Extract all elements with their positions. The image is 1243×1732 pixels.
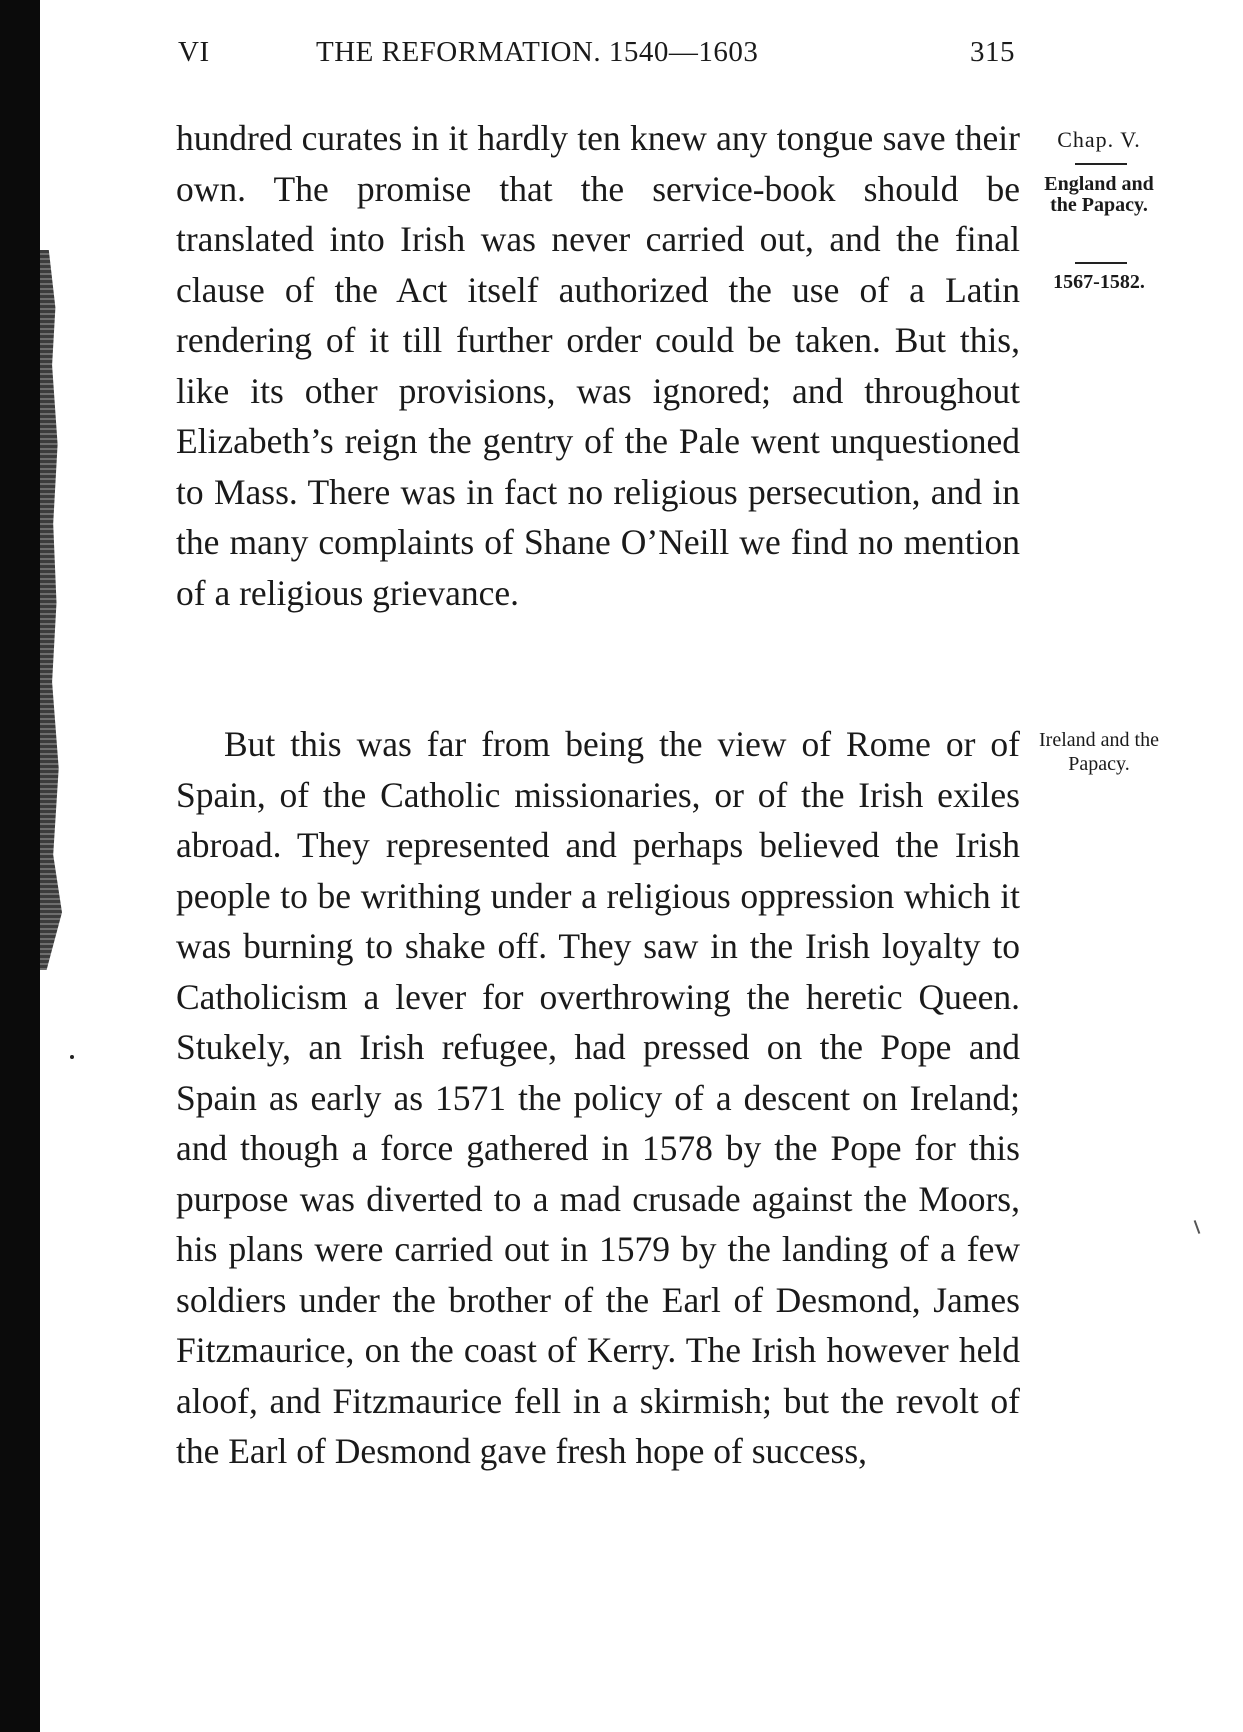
page-number: 315 <box>970 36 1015 68</box>
scan-speck <box>70 1055 74 1059</box>
margin-chapter-label: Chap. V. <box>1057 127 1141 152</box>
page-header <box>178 36 1018 76</box>
running-title: THE REFORMATION. 1540—1603 <box>316 36 759 68</box>
scan-gutter-shadow <box>0 0 40 1732</box>
scan-stray-mark <box>1194 1220 1201 1234</box>
margin-section-ireland: Ireland and the Papacy. <box>1039 729 1159 775</box>
margin-dates: 1567-1582. <box>1053 271 1145 293</box>
margin-divider <box>1075 262 1127 264</box>
body-paragraph-2: But this was far from being the view of Rome or of Spain, of the Catholic missionaries, or of the Irish exiles abroad. They represented and perhaps believed the Irish people to be writhing under a religious oppression which it was burning to shake off. They saw in the Irish loyalty to Catholicism a lever for overthrowing the heretic Queen. Stukely, an Irish refugee, had pressed on the Pope and Spain as early as 1571 the policy of a descent on Ireland; and though a force gathered in 1578 by the Pope for this purpose was diverted to a mad crusade against the Moors, his plans were carried out in 1579 by the landing of a few soldiers under the brother of the Earl of Desmond, James Fitzmaurice, on the coast of Kerry. The Irish however held aloof, and Fitzmaurice fell in a skirmish; but the revolt of the Earl of Desmond gave fresh hope of success, <box>176 724 1020 1471</box>
margin-divider <box>1075 163 1127 165</box>
margin-section-england: England and the Papacy. <box>1044 173 1154 216</box>
scan-gutter-edge <box>40 250 62 970</box>
body-paragraph-1: hundred curates in it hardly ten knew any tongue save their own. The promise that the service-book should be translated into Irish was never carried out, and the final clause of the Act itself authorized the use of a Latin rendering of it till further order could be taken. But this, like its other provisions, was ignored; and throughout Elizabeth’s reign the gentry of the Pale went unquestioned to Mass. There was in fact no religious persecution, and in the many complaints of Shane O’Neill we find no mention of a religious grievance. <box>176 118 1020 613</box>
chapter-number: VI <box>178 36 210 68</box>
